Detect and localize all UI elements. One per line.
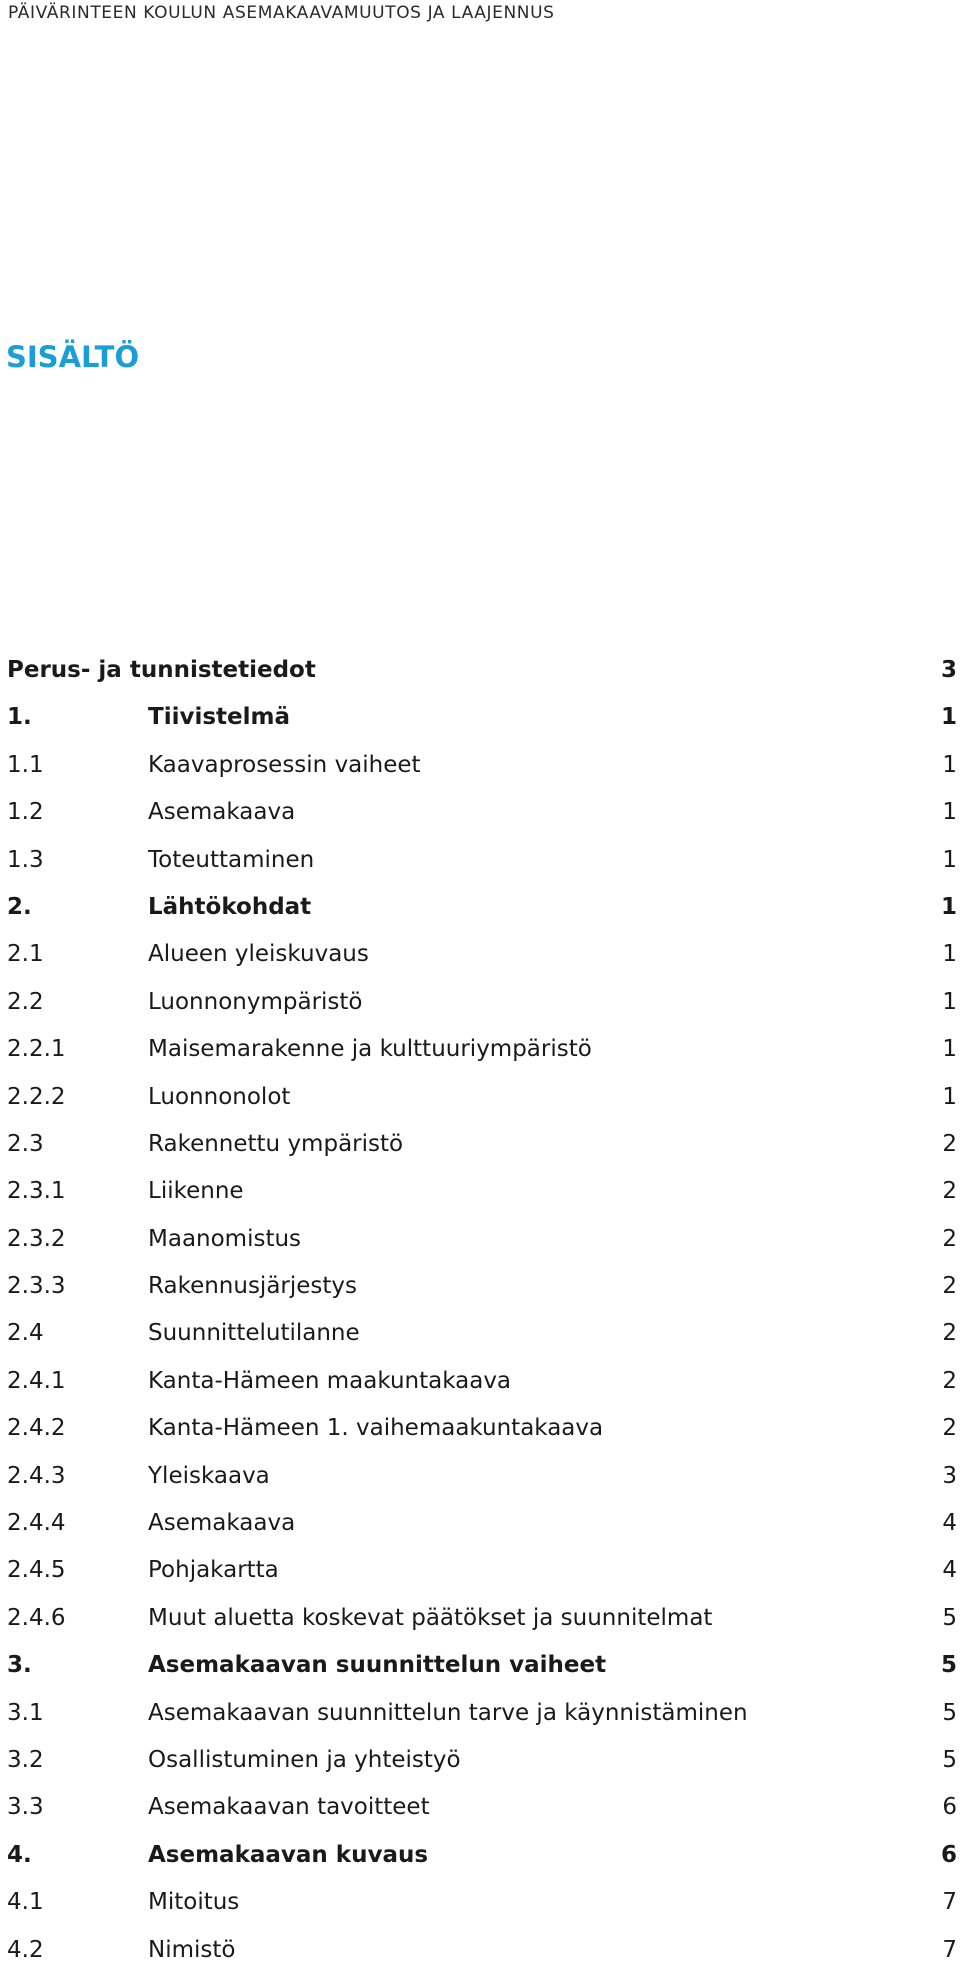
toc-entry-number: 2.4.3 bbox=[7, 1462, 66, 1489]
toc-entry-number: 2.4.2 bbox=[7, 1415, 66, 1442]
toc-entry-title: Asemakaavan suunnittelun tarve ja käynnistäminen bbox=[148, 1699, 748, 1726]
toc-entry-page: 2 bbox=[942, 1178, 957, 1205]
toc-entry-title: Muut aluetta koskevat päätökset ja suunnitelmat bbox=[148, 1604, 713, 1631]
toc-entry-page: 6 bbox=[942, 1794, 957, 1821]
toc-entry[interactable] bbox=[7, 789, 957, 836]
toc-entry[interactable] bbox=[7, 1026, 957, 1073]
toc-entry-page: 5 bbox=[942, 1746, 957, 1773]
toc-entry-page: 2 bbox=[942, 1273, 957, 1300]
toc-entry-title: Mitoitus bbox=[148, 1889, 240, 1916]
toc-entry-number: 2.4.1 bbox=[7, 1367, 66, 1394]
toc-entry[interactable] bbox=[7, 1642, 957, 1689]
toc-entry-title: Alueen yleiskuvaus bbox=[148, 941, 369, 968]
toc-entry-page: 1 bbox=[942, 846, 957, 873]
toc-entry-page: 1 bbox=[942, 1036, 957, 1063]
toc-entry-page: 5 bbox=[942, 1699, 957, 1726]
toc-entry-title: Suunnittelutilanne bbox=[148, 1320, 360, 1347]
toc-entry-title: Pohjakartta bbox=[148, 1557, 279, 1584]
toc-entry-page: 4 bbox=[942, 1557, 957, 1584]
toc-entry-number: 1.3 bbox=[7, 846, 44, 873]
toc-entry-page: 3 bbox=[942, 1462, 957, 1489]
toc-entry[interactable] bbox=[7, 1500, 957, 1547]
toc-entry-title: Asemakaava bbox=[148, 1510, 296, 1537]
toc-entry-page: 3 bbox=[940, 657, 957, 683]
toc-entry-number: 2.4 bbox=[7, 1320, 44, 1347]
toc-entry[interactable] bbox=[7, 1074, 957, 1121]
toc-entry-title: Asemakaava bbox=[148, 799, 296, 826]
toc-entry-title: Lähtökohdat bbox=[148, 893, 312, 920]
toc-entry-number: 2.3.2 bbox=[7, 1225, 66, 1252]
toc-entry-number: 2.3.3 bbox=[7, 1273, 66, 1300]
toc-entry-page: 4 bbox=[942, 1510, 957, 1537]
toc-entry-title: Tiivistelmä bbox=[148, 704, 290, 731]
toc-entry-page: 2 bbox=[942, 1130, 957, 1157]
toc-entry[interactable] bbox=[7, 1168, 957, 1215]
toc-entry-number: 1. bbox=[7, 704, 32, 731]
toc-entry-number: 2.2.1 bbox=[7, 1036, 66, 1063]
toc-entry-page: 1 bbox=[942, 941, 957, 968]
toc-entry-number: 2.4.4 bbox=[7, 1510, 66, 1537]
toc-entry-number: 2.1 bbox=[7, 941, 44, 968]
toc-entry[interactable] bbox=[7, 1547, 957, 1594]
toc-entry[interactable] bbox=[7, 1595, 957, 1642]
toc-entry-number: 2.2.2 bbox=[7, 1083, 66, 1110]
toc-entry[interactable] bbox=[7, 694, 957, 741]
toc-entry[interactable] bbox=[7, 931, 957, 978]
toc-entry-page: 5 bbox=[940, 1652, 957, 1679]
toc-entry-page: 2 bbox=[942, 1367, 957, 1394]
toc-entry[interactable] bbox=[7, 1263, 957, 1310]
toc-entry[interactable] bbox=[7, 1927, 957, 1974]
toc-entry-page: 2 bbox=[942, 1320, 957, 1347]
toc-entry[interactable] bbox=[7, 1121, 957, 1168]
toc-entry[interactable] bbox=[7, 1310, 957, 1357]
toc-entry-title: Nimistö bbox=[148, 1936, 236, 1963]
toc-entry-number: 3.2 bbox=[7, 1746, 44, 1773]
running-header: PÄIVÄRINTEEN KOULUN ASEMAKAAVAMUUTOS JA LAAJENNUS bbox=[8, 3, 555, 23]
toc-entry-title: Liikenne bbox=[148, 1178, 244, 1205]
toc-entry[interactable] bbox=[7, 1832, 957, 1879]
toc-entry-title: Maanomistus bbox=[148, 1225, 302, 1252]
toc-entry-page: 1 bbox=[942, 1083, 957, 1110]
toc-entry[interactable] bbox=[7, 884, 957, 931]
toc-entry-page: 7 bbox=[942, 1936, 957, 1963]
toc-entry-title: Maisemarakenne ja kulttuuriympäristö bbox=[148, 1036, 592, 1063]
toc-entry-page: 5 bbox=[942, 1604, 957, 1631]
toc-entry[interactable] bbox=[7, 1879, 957, 1926]
toc-entry-page: 1 bbox=[942, 988, 957, 1015]
toc-entry-page: 7 bbox=[942, 1889, 957, 1916]
toc-entry-title: Perus- ja tunnistetiedot bbox=[7, 657, 316, 683]
toc-entry-title: Asemakaavan kuvaus bbox=[148, 1841, 429, 1868]
toc-entry-number: 2.3 bbox=[7, 1130, 44, 1157]
toc-entry-page: 6 bbox=[940, 1841, 957, 1868]
toc-entry-title: Asemakaavan suunnittelun vaiheet bbox=[148, 1652, 607, 1679]
toc-entry[interactable] bbox=[7, 647, 957, 694]
toc-entry-number: 2.3.1 bbox=[7, 1178, 66, 1205]
toc-entry-title: Rakennettu ympäristö bbox=[148, 1130, 404, 1157]
toc-entry-title: Luonnonympäristö bbox=[148, 988, 363, 1015]
toc-entry-number: 4.2 bbox=[7, 1936, 44, 1963]
toc-entry-page: 1 bbox=[942, 751, 957, 778]
toc-entry-title: Asemakaavan tavoitteet bbox=[148, 1794, 430, 1821]
toc-entry[interactable] bbox=[7, 979, 957, 1026]
toc-entry[interactable] bbox=[7, 742, 957, 789]
page-title: SISÄLTÖ bbox=[6, 340, 140, 374]
toc-entry-title: Toteuttaminen bbox=[148, 846, 315, 873]
toc-entry-number: 3.3 bbox=[7, 1794, 44, 1821]
toc-entry-page: 1 bbox=[942, 799, 957, 826]
toc-entry-page: 1 bbox=[940, 893, 957, 920]
toc-entry-title: Kanta-Hämeen maakuntakaava bbox=[148, 1367, 512, 1394]
toc-entry[interactable] bbox=[7, 1358, 957, 1405]
toc-entry-title: Osallistuminen ja yhteistyö bbox=[148, 1746, 461, 1773]
toc-entry-number: 2.2 bbox=[7, 988, 44, 1015]
toc-entry[interactable] bbox=[7, 1784, 957, 1831]
toc-entry[interactable] bbox=[7, 1453, 957, 1500]
toc-entry-number: 2.4.5 bbox=[7, 1557, 66, 1584]
toc-entry-number: 4.1 bbox=[7, 1889, 44, 1916]
toc-entry-number: 2.4.6 bbox=[7, 1604, 66, 1631]
toc-entry-page: 2 bbox=[942, 1415, 957, 1442]
toc-entry-number: 3.1 bbox=[7, 1699, 44, 1726]
toc-entry-number: 3. bbox=[7, 1652, 32, 1679]
toc-entry[interactable] bbox=[7, 837, 957, 884]
toc-entry-page: 1 bbox=[940, 704, 957, 731]
toc-entry-title: Kanta-Hämeen 1. vaihemaakuntakaava bbox=[148, 1415, 604, 1442]
toc-entry-title: Yleiskaava bbox=[148, 1462, 270, 1489]
toc-entry[interactable] bbox=[7, 1690, 957, 1737]
toc-entry[interactable] bbox=[7, 1737, 957, 1784]
toc-entry-number: 4. bbox=[7, 1841, 32, 1868]
toc-entry-title: Kaavaprosessin vaiheet bbox=[148, 751, 421, 778]
toc-entry-number: 1.2 bbox=[7, 799, 44, 826]
toc-entry[interactable] bbox=[7, 1405, 957, 1452]
toc-entry-number: 2. bbox=[7, 893, 32, 920]
table-of-contents bbox=[7, 647, 957, 1974]
toc-entry-title: Rakennusjärjestys bbox=[148, 1273, 358, 1300]
toc-entry-title: Luonnonolot bbox=[148, 1083, 291, 1110]
toc-entry-number: 1.1 bbox=[7, 751, 44, 778]
toc-entry[interactable] bbox=[7, 1216, 957, 1263]
toc-entry-page: 2 bbox=[942, 1225, 957, 1252]
